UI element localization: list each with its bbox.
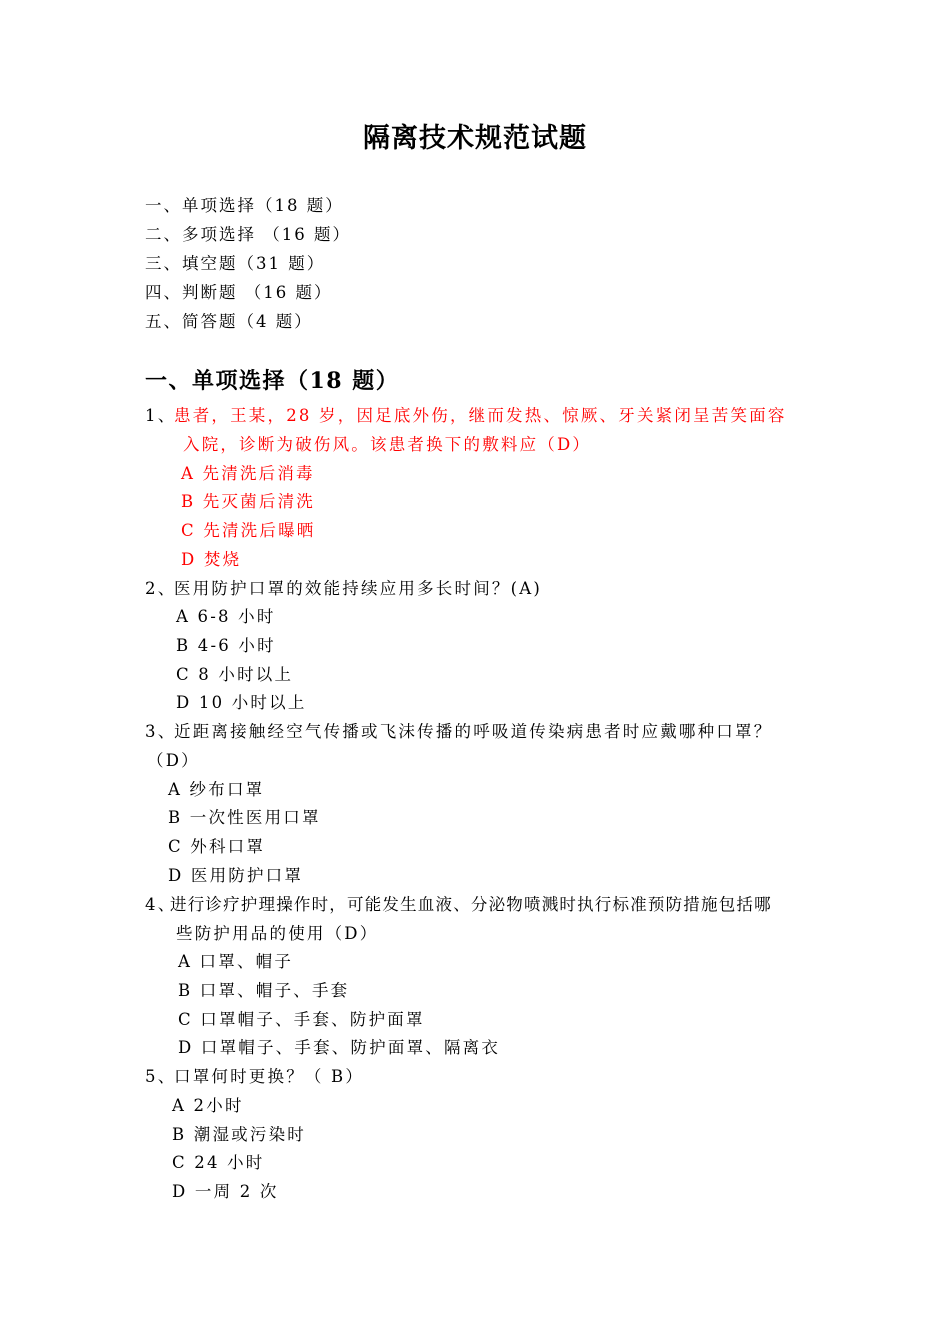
question-stem: 医用防护口罩的效能持续应用多长时间？(A) [174,579,542,598]
option: B 先灭菌后清洗 [181,492,315,511]
option: D 10 小时以上 [176,693,307,712]
option: D 一周 2 次 [172,1182,279,1201]
option: A 先清洗后消毒 [181,464,315,483]
question-stem: 些防护用品的使用（D） [176,924,379,943]
question-stem: 患者，王某，28 岁，因足底外伤，继而发热、惊厥、牙关紧闭呈苦笑面容 [174,406,787,425]
question-number: 3、 [145,722,177,741]
option: B 4-6 小时 [176,636,276,655]
question-stem: 近距离接触经空气传播或飞沫传播的呼吸道传染病患者时应戴哪种口罩？ [174,722,773,741]
option: C 先清洗后曝晒 [181,521,316,540]
option: D 医用防护口罩 [168,866,304,885]
question-number: 1、 [145,406,177,425]
question-stem: 口罩何时更换？（ B） [174,1067,365,1086]
toc-item: 五、简答题（4 题） [145,312,313,331]
toc-item: 一、单项选择（18 题） [145,196,344,215]
option: B 口罩、帽子、手套 [178,981,350,1000]
option: A 口罩、帽子 [178,952,294,971]
question-stem: （D） [147,751,200,770]
option: C 8 小时以上 [176,665,294,684]
option: B 一次性医用口罩 [168,808,321,827]
toc-item: 三、填空题（31 题） [145,254,326,273]
question-number: 2、 [145,579,177,598]
table-of-contents [145,191,351,336]
page-title: 隔离技术规范试题 [363,123,587,154]
option: B 潮湿或污染时 [172,1125,306,1144]
question-number: 4、 [145,895,177,914]
question-stem: 进行诊疗护理操作时，可能发生血液、分泌物喷溅时执行标准预防措施包括哪 [170,895,772,914]
option: C 口罩帽子、手套、防护面罩 [178,1010,425,1029]
option: A 6-8 小时 [176,607,276,626]
option: C 24 小时 [172,1153,265,1172]
section-heading: 一、单项选择（18 题） [145,368,400,394]
option: A 纱布口罩 [168,780,265,799]
option: D 焚烧 [181,550,242,569]
option: A 2小时 [172,1096,244,1115]
option: C 外科口罩 [168,837,266,856]
option: D 口罩帽子、手套、防护面罩、隔离衣 [178,1038,501,1057]
toc-item: 二、多项选择 （16 题） [145,225,351,244]
question-stem: 入院，诊断为破伤风。该患者换下的敷料应（D） [183,435,592,454]
question-number: 5、 [145,1067,177,1086]
toc-item: 四、判断题 （16 题） [145,283,333,302]
